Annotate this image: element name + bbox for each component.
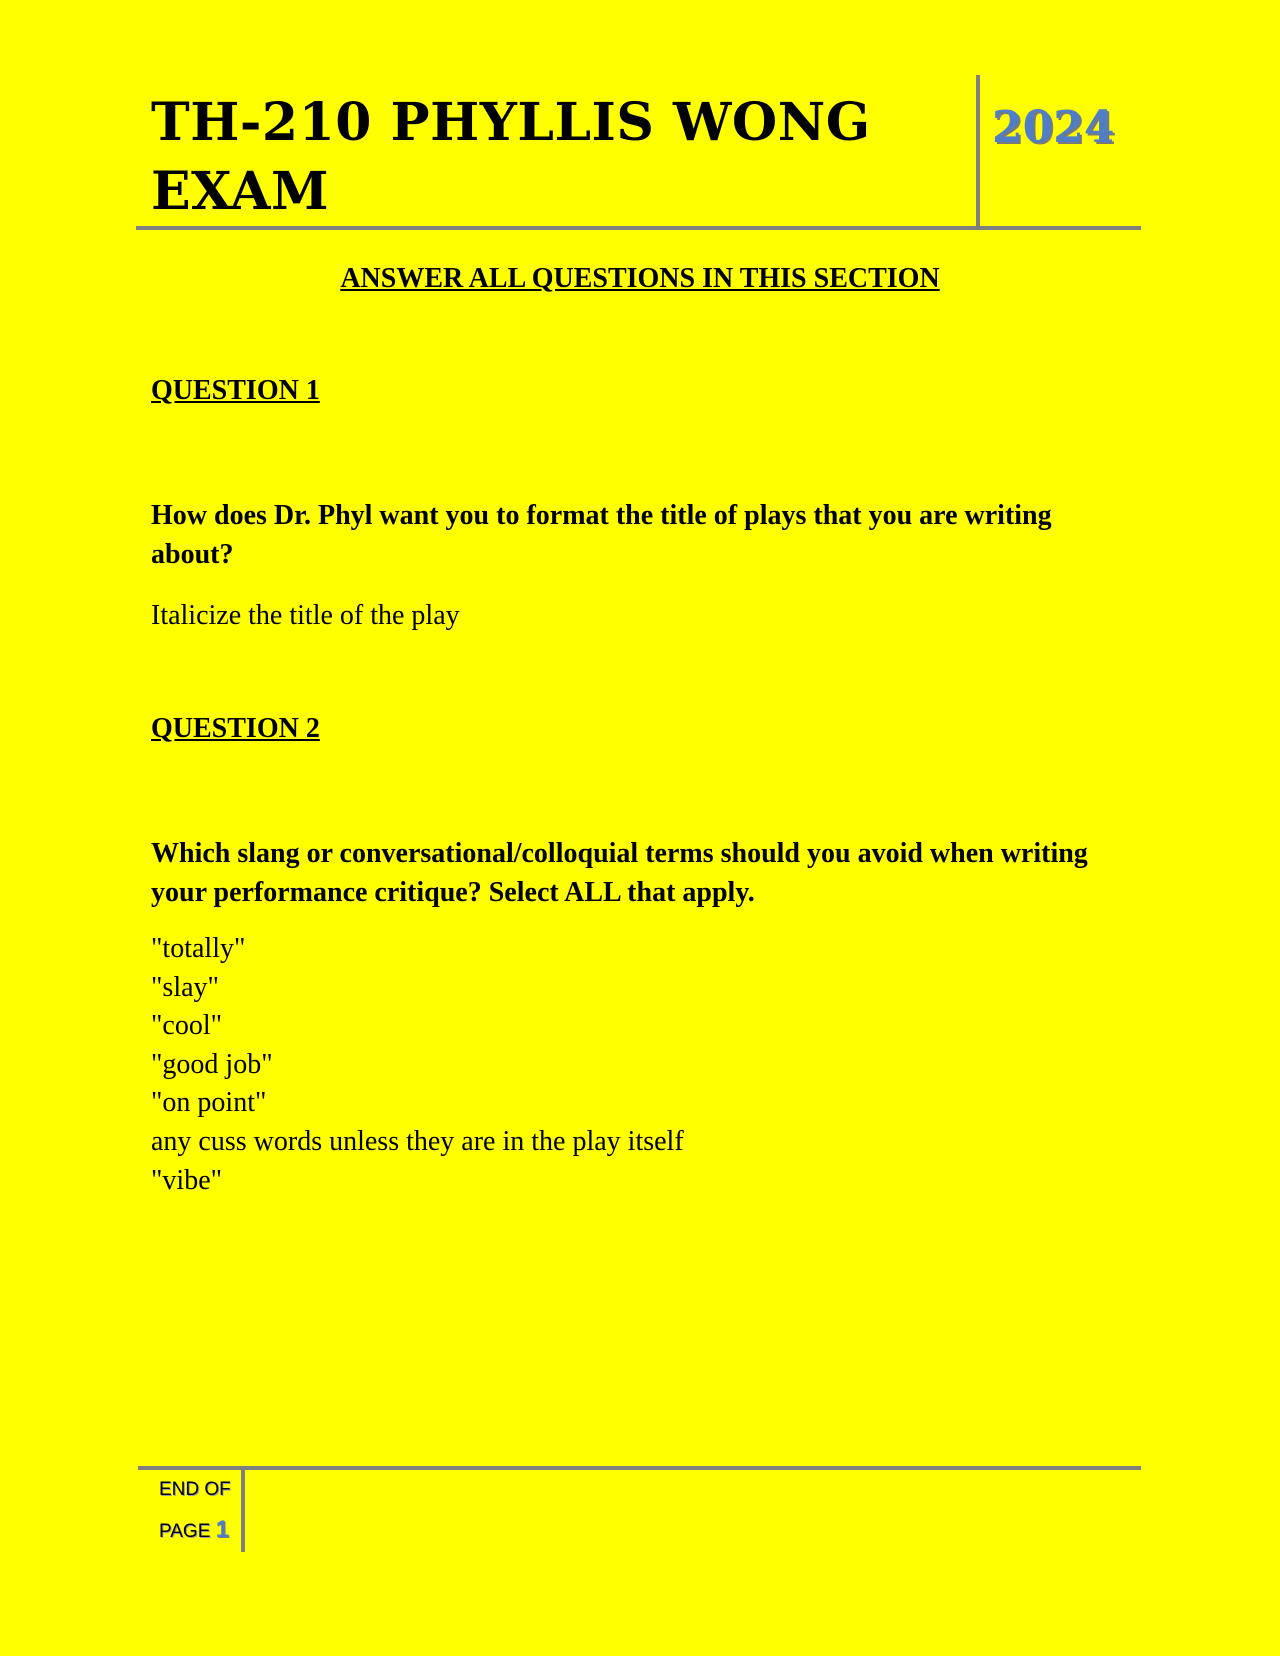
header-divider-horizontal [136,226,1141,230]
footer-page-number: 1 [215,1516,230,1543]
document-title: TH-210 PHYLLIS WONG EXAM [151,92,871,222]
section-heading: ANSWER ALL QUESTIONS IN THIS SECTION [340,263,940,294]
question-2-text: Which slang or conversational/colloquial terms should you avoid when writing your performance critique? Select ALL that apply. [151,838,1088,908]
header-divider-vertical [976,75,980,230]
option-item: "totally" [151,933,246,964]
footer-divider-vertical [241,1470,245,1552]
option-item: "on point" [151,1087,267,1119]
footer-divider-horizontal [138,1466,1141,1470]
question-2-label: QUESTION 2 [151,713,320,744]
question-1-label: QUESTION 1 [151,375,320,406]
footer-page-label: PAGE [159,1521,211,1542]
question-2-options [151,930,684,1200]
option-item: "cool" [151,1010,223,1042]
footer-page [159,1518,229,1544]
option-item: "vibe" [151,1164,223,1196]
option-item: "good job" [151,1048,273,1080]
footer-end-of: END OF [159,1479,231,1500]
document-year: 2024 [992,102,1115,153]
question-1-answer: Italicize the title of the play [151,600,460,631]
option-item: "slay" [151,971,219,1003]
question-1-text: How does Dr. Phyl want you to format the title of plays that you are writing about? [151,500,1052,570]
option-item: any cuss words unless they are in the play itself [151,1125,684,1157]
